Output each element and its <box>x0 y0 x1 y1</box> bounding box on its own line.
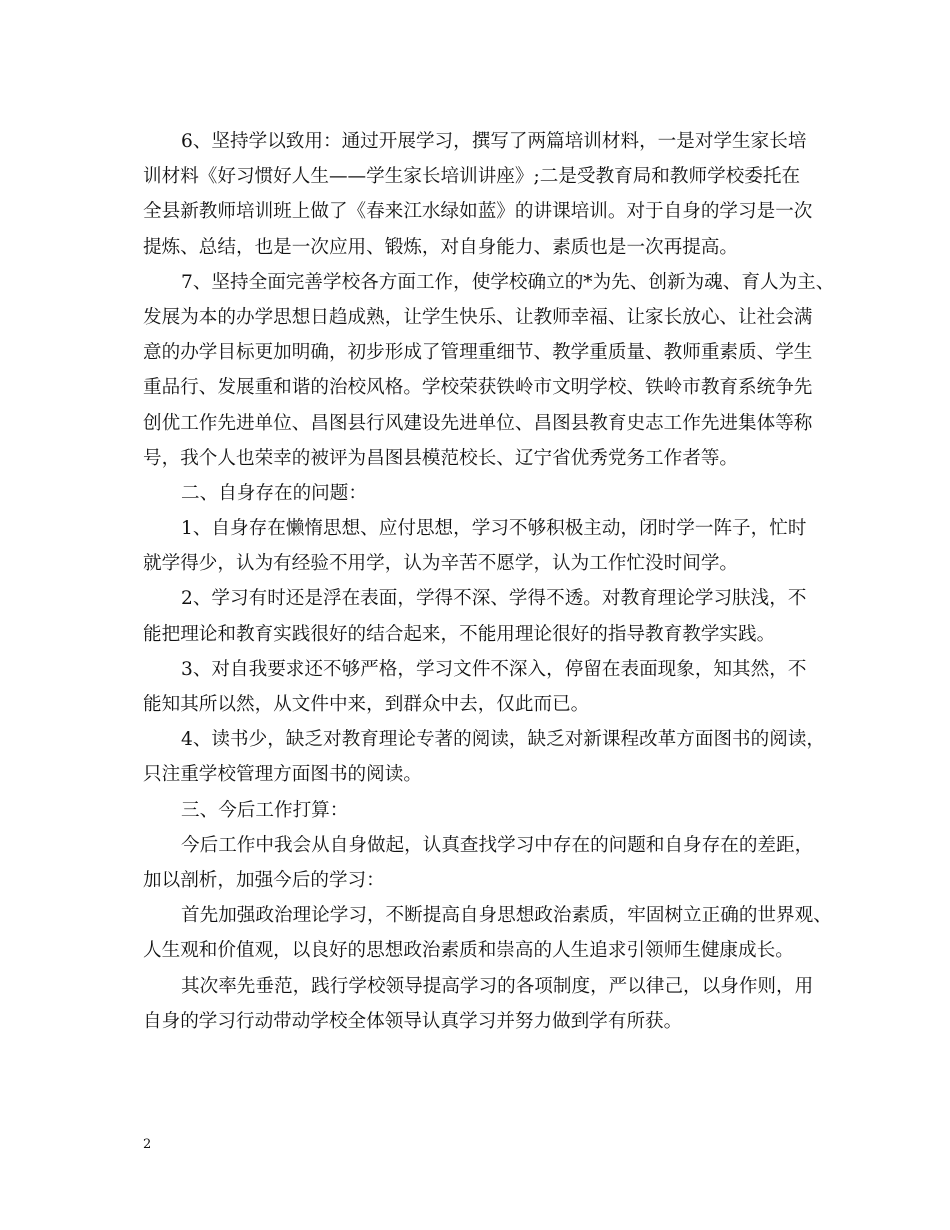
paragraph-line: 全县新教师培训班上做了《春来江水绿如蓝》的讲课培训。对于自身的学习是一次 <box>143 201 813 223</box>
paragraph-first-line: 2、学习有时还是浮在表面，学得不深、学得不透。对教育理论学习肤浅，不 <box>181 588 807 610</box>
paragraph-first-line: 4、读书少，缺乏对教育理论专著的阅读，缺乏对新课程改革方面图书的阅读， <box>181 729 826 751</box>
paragraph-line: 能把理论和教育实践很好的结合起来，不能用理论很好的指导教育教学实践。 <box>143 623 776 645</box>
paragraph-first-line: 1、自身存在懒惰思想、应付思想，学习不够积极主动，闭时学一阵子，忙时 <box>181 518 807 540</box>
paragraph-first-line: 6、坚持学以致用：通过开展学习，撰写了两篇培训材料，一是对学生家长培 <box>181 131 807 152</box>
page-number: 2 <box>143 1137 152 1152</box>
paragraph-first-line: 二、自身存在的问题： <box>181 482 367 504</box>
body-text <box>143 124 835 1039</box>
paragraph-first-line: 3、对自我要求还不够严格，学习文件不深入，停留在表面现象，知其然，不 <box>181 658 807 680</box>
paragraph-first-line: 首先加强政治理论学习，不断提高自身思想政治素质，牢固树立正确的世界观、 <box>181 905 832 927</box>
paragraph-first-line: 7、坚持全面完善学校各方面工作，使学校确立的*为先、创新为魂、育人为主、 <box>181 271 835 293</box>
paragraph-line: 提炼、总结，也是一次应用、锻炼，对自身能力、素质也是一次再提高。 <box>143 236 739 258</box>
paragraph-line: 只注重学校管理方面图书的阅读。 <box>143 764 422 786</box>
paragraph-line: 能知其所以然，从文件中来，到群众中去，仅此而已。 <box>143 694 590 715</box>
paragraph-line: 就学得少，认为有经验不用学，认为辛苦不愿学，认为工作忙没时间学。 <box>143 553 739 575</box>
paragraph-line: 人生观和价值观，以良好的思想政治素质和崇高的人生追求引领师生健康成长。 <box>143 940 794 962</box>
paragraph-line: 发展为本的办学思想日趋成熟，让学生快乐、让教师幸福、让家长放心、让社会满 <box>143 306 813 328</box>
paragraph-first-line: 其次率先垂范，践行学校领导提高学习的各项制度，严以律己，以身作则，用 <box>181 975 814 997</box>
paragraph-line: 训材料《好习惯好人生——学生家长培训讲座》;二是受教育局和教师学校委托在 <box>143 166 801 188</box>
paragraph-line: 重品行、发展重和谐的治校风格。学校荣获铁岭市文明学校、铁岭市教育系统争先 <box>143 377 813 399</box>
paragraph-first-line: 三、今后工作打算： <box>181 799 349 821</box>
paragraph-line: 加以剖析，加强今后的学习： <box>143 869 385 891</box>
paragraph-line: 自身的学习行动带动学校全体领导认真学习并努力做到学有所获。 <box>143 1010 683 1032</box>
paragraph-line: 号，我个人也荣幸的被评为昌图县模范校长、辽宁省优秀党务工作者等。 <box>143 447 739 469</box>
paragraph-line: 意的办学目标更加明确，初步形成了管理重细节、教学重质量、教师重素质、学生 <box>143 342 813 364</box>
paragraph-line: 创优工作先进单位、昌图县行风建设先进单位、昌图县教育史志工作先进集体等称 <box>143 412 813 434</box>
paragraph-first-line: 今后工作中我会从自身做起，认真查找学习中存在的问题和自身存在的差距， <box>181 834 814 856</box>
